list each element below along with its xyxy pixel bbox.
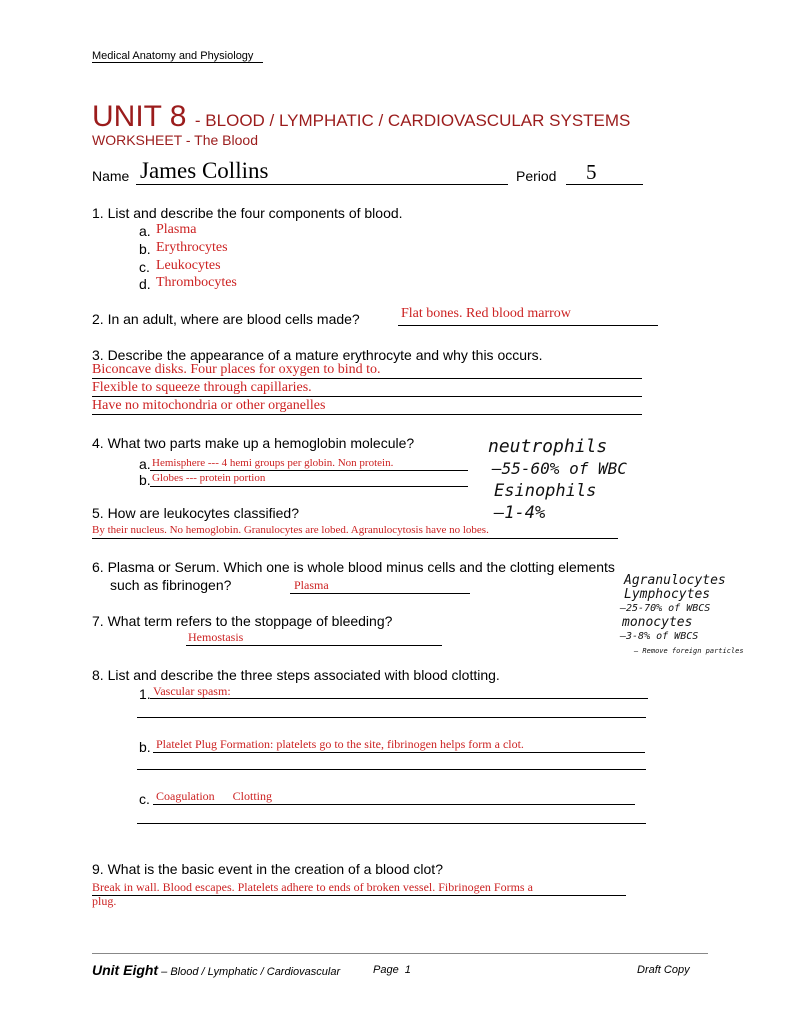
q4-letter-a: a.: [139, 456, 151, 472]
q3-answer-2: Flexible to squeeze through capillaries.: [92, 380, 312, 395]
q8-answer-c: Coagulation Clotting: [156, 789, 272, 803]
q7-text: 7. What term refers to the stoppage of bleeding?: [92, 613, 393, 629]
q1-letter-b: b.: [139, 241, 151, 257]
q6-text-2: such as fibrinogen?: [110, 577, 232, 593]
q9-text: 9. What is the basic event in the creation of a blood clot?: [92, 861, 443, 877]
unit-subtitle: - BLOOD / LYMPHATIC / CARDIOVASCULAR SYSTEMS: [194, 111, 631, 130]
q8-line-2a: [153, 752, 645, 753]
footer-title: [92, 962, 340, 980]
q8-line-1a: [150, 698, 648, 699]
q6-line: [290, 593, 470, 594]
handwritten-line: monocytes: [622, 615, 693, 630]
q8-answer-b: Platelet Plug Formation: platelets go to the site, fibrinogen helps form a clot.: [156, 737, 524, 751]
q9-line: [92, 895, 626, 896]
handwritten-line: neutrophils: [488, 436, 608, 457]
q3-answer-1: Biconcave disks. Four places for oxygen to bind to.: [92, 362, 381, 377]
q8-line-1b: [137, 717, 646, 718]
q1-answer-d: Thrombocytes: [156, 275, 237, 290]
q7-answer: Hemostasis: [188, 630, 244, 644]
q4-line-b: [150, 486, 468, 487]
q4-text: 4. What two parts make up a hemoglobin molecule?: [92, 435, 415, 451]
handwritten-note-neutrophils: [488, 436, 627, 524]
q3-line-3: [92, 414, 642, 415]
q8-letter-1: 1.: [139, 686, 151, 702]
q1-letter-c: c.: [139, 259, 150, 275]
handwritten-line: –1-4%: [494, 503, 546, 523]
q1-answer-a: Plasma: [156, 222, 197, 237]
period-label: Period: [516, 168, 557, 184]
student-name: James Collins: [140, 158, 269, 183]
q8-answer-1: Vascular spasm:: [153, 684, 231, 698]
q5-text: 5. How are leukocytes classified?: [92, 505, 299, 521]
q9-answer-2: plug.: [92, 894, 117, 908]
q8-line-2b: [137, 769, 646, 770]
q7-line: [186, 645, 442, 646]
q6-text-1: 6. Plasma or Serum. Which one is whole blood minus cells and the clotting elements: [92, 559, 615, 575]
period-line: [566, 184, 643, 185]
q4-letter-b: b.: [139, 472, 151, 488]
footer-divider: [92, 953, 708, 954]
q8-text: 8. List and describe the three steps associated with blood clotting.: [92, 667, 500, 683]
q8-line-3b: [137, 823, 646, 824]
handwritten-line: Agranulocytes: [624, 573, 726, 588]
q3-line-1: [92, 378, 642, 379]
handwritten-note-agranulocytes: [620, 573, 744, 658]
name-label: Name: [92, 168, 130, 184]
q6-answer: Plasma: [294, 578, 329, 592]
q8-line-3a: [153, 804, 635, 805]
q2-text: 2. In an adult, where are blood cells made?: [92, 311, 360, 327]
q8-letter-b: b.: [139, 739, 151, 755]
page-title: [92, 100, 630, 134]
q2-line: [398, 325, 658, 326]
handwritten-line: –3-8% of WBCS: [620, 631, 699, 642]
q8-letter-c: c.: [139, 791, 150, 807]
footer-subject: – Blood / Lymphatic / Cardiovascular: [158, 966, 341, 978]
q3-answer-3: Have no mitochondria or other organelles: [92, 398, 326, 413]
unit-title: UNIT 8: [92, 100, 187, 133]
handwritten-line: – Remove foreign particles: [634, 647, 744, 655]
q5-line: [92, 538, 618, 539]
q2-answer: Flat bones. Red blood marrow: [401, 306, 571, 321]
q4-answer-a: Hemisphere --- 4 hemi groups per globin. Non protein.: [152, 457, 394, 469]
worksheet-title: WORKSHEET - The Blood: [92, 132, 258, 148]
q1-letter-a: a.: [139, 223, 151, 239]
period-value: 5: [586, 160, 597, 184]
name-line: [136, 184, 508, 185]
q1-text: 1. List and describe the four components of blood.: [92, 205, 403, 221]
handwritten-line: –25-70% of WBCS: [620, 603, 711, 614]
q1-answer-c: Leukocytes: [156, 258, 221, 273]
handwritten-line: –55-60% of WBC: [492, 459, 627, 478]
q9-answer-1: Break in wall. Blood escapes. Platelets adhere to ends of broken vessel. Fibrinogen Forms a: [92, 880, 533, 894]
q4-answer-b: Globes --- protein portion: [152, 472, 266, 484]
q5-answer: By their nucleus. No hemoglobin. Granulocytes are lobed. Agranulocytosis have no lobes.: [92, 524, 489, 536]
footer-unit: Unit Eight: [92, 962, 159, 978]
course-header: Medical Anatomy and Physiology: [92, 50, 263, 63]
q1-answer-b: Erythrocytes: [156, 240, 228, 255]
q4-line-a: [150, 470, 468, 471]
q3-text: 3. Describe the appearance of a mature erythrocyte and why this occurs.: [92, 347, 543, 363]
footer-draft: Draft Copy: [637, 964, 690, 976]
handwritten-line: Esinophils: [494, 481, 597, 501]
q1-letter-d: d.: [139, 276, 151, 292]
q3-line-2: [92, 396, 642, 397]
footer-page: Page 1: [373, 964, 411, 976]
handwritten-line: Lymphocytes: [624, 587, 711, 602]
